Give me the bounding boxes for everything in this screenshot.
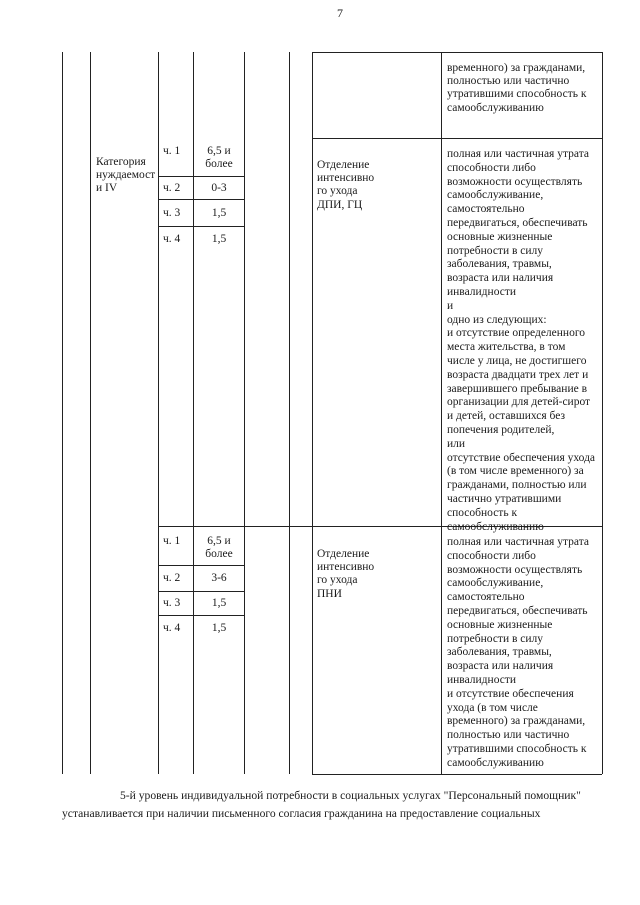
table-border — [62, 52, 63, 774]
category-label: Категория нуждаемост и IV — [96, 156, 156, 195]
body-paragraph-line-2: устанавливается при наличии письменного согласия гражданина на предоставление социальных — [62, 807, 541, 820]
table-border — [312, 774, 602, 775]
dpi-value-2: 0-3 — [211, 182, 227, 194]
pni-part-4: ч. 4 — [163, 622, 181, 634]
table-border — [158, 615, 244, 616]
table-border — [289, 52, 290, 774]
page-number: 7 — [337, 6, 343, 20]
dpi-part-2: ч. 2 — [163, 182, 181, 194]
pni-value-2: 3-6 — [211, 572, 227, 584]
table-border — [244, 52, 245, 774]
dpi-part-1: ч. 1 — [163, 145, 181, 157]
table-border — [158, 565, 244, 566]
table-border — [441, 52, 442, 774]
pni-part-2: ч. 2 — [163, 572, 181, 584]
body-paragraph-line-1: 5-й уровень индивидуальной потребности в социальных услугах "Персональный помощник" — [120, 789, 581, 802]
dpi-value-1: 6,5 и более — [205, 145, 233, 171]
pni-value-1: 6,5 и более — [205, 535, 233, 561]
pni-description: полная или частичная утрата способности либо возможности осуществлять самообслуживание, самостоятельно передвигаться, обеспечивать основные жизненные потребности в силу заболевания, травмы, возраста или наличия инвалидности и отсутствие обеспечения ухода (в том числе временного) за гражданами, полностью или частично утратившими способность к самообслуживанию — [447, 536, 589, 769]
dpi-part-3: ч. 3 — [163, 207, 181, 219]
table-border — [312, 52, 313, 774]
table-border — [158, 591, 244, 592]
dpi-value-3: 1,5 — [211, 207, 227, 219]
table-border — [193, 52, 194, 774]
pni-part-3: ч. 3 — [163, 597, 181, 609]
pni-value-3: 1,5 — [211, 597, 227, 609]
table-border — [158, 226, 244, 227]
table-border — [158, 176, 244, 177]
dpi-value-4: 1,5 — [211, 233, 227, 245]
dpi-description: полная или частичная утрата способности либо возможности осуществлять самообслуживание, самостоятельно передвигаться, обеспечивать основные жизненные потребности в силу заболевания, травмы, возраста или наличия инвалидности и одно из следующих: и отсутствие определенного места жительства, в том числе у лица, не достигшего возраста двадцати трех лет и завершившего пребывание в организации для детей-сирот и детей, оставшихся без попечения родителей, или отсутствие обеспечения ухода (в том числе временного) за гражданами, полностью или частично утратившими способность к самообслуживанию — [447, 148, 596, 533]
pni-part-1: ч. 1 — [163, 535, 181, 547]
table-border — [312, 138, 602, 139]
table-border — [158, 52, 159, 774]
pni-department: Отделение интенсивно го ухода ПНИ — [317, 548, 375, 600]
table-border — [312, 52, 602, 53]
top-description: временного) за гражданами, полностью или частично утратившими способность к самообслуживанию — [447, 62, 587, 114]
table-border — [158, 199, 244, 200]
dpi-part-4: ч. 4 — [163, 233, 181, 245]
table-border — [602, 52, 603, 774]
pni-value-4: 1,5 — [211, 622, 227, 634]
dpi-department: Отделение интенсивно го ухода ДПИ, ГЦ — [317, 159, 375, 211]
table-border — [90, 52, 91, 774]
